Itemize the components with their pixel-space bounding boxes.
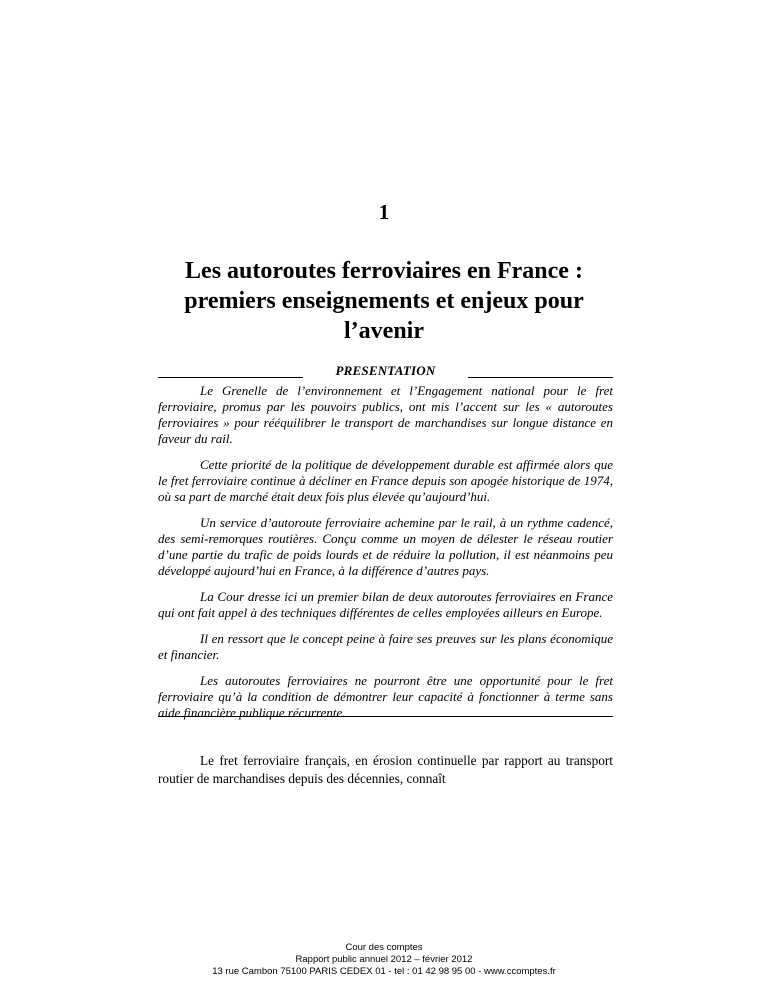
presentation-header <box>158 363 613 378</box>
footer-line-2: Rapport public annuel 2012 – février 2012 <box>295 954 473 965</box>
presentation-box <box>158 383 613 721</box>
presentation-rule-right <box>468 377 613 378</box>
footer-line-1: Cour des comptes <box>345 942 423 953</box>
presentation-rule-left <box>158 377 303 378</box>
page-footer <box>0 942 768 978</box>
presentation-bottom-rule <box>158 716 613 717</box>
chapter-title <box>0 256 768 346</box>
chapter-title-line-2: premiers enseignements et enjeux pour <box>184 288 584 314</box>
presentation-heading: PRESENTATION <box>335 363 436 378</box>
body-paragraph: Le fret ferroviaire français, en érosion continuelle par rapport au transport routier de marchandises depuis des décennies, connaît <box>158 753 613 786</box>
presentation-paragraph-4: La Cour dresse ici un premier bilan de deux autoroutes ferroviaires en France qui ont fait appel à des techniques différentes de celles employées ailleurs en Europe. <box>158 589 613 620</box>
presentation-paragraph-5: Il en ressort que le concept peine à faire ses preuves sur les plans économique et financier. <box>158 631 613 662</box>
presentation-paragraph-3: Un service d’autoroute ferroviaire achemine par le rail, à un rythme cadencé, des semi-remorques routières. Conçu comme un moyen de délester le réseau routier d’une partie du trafic de poids lourds et de réduire la pollution, il est néanmoins peu développé aujourd’hui en France, à la différence d’autres pays. <box>158 515 613 578</box>
footer-line-3: 13 rue Cambon 75100 PARIS CEDEX 01 - tel : 01 42 98 95 00 - www.ccomptes.fr <box>212 966 556 977</box>
presentation-paragraph-2: Cette priorité de la politique de développement durable est affirmée alors que le fret ferroviaire continue à décliner en France depuis son apogée historique de 1974, où sa part de marché était deux fois plus élevée qu’aujourd’hui. <box>158 457 613 504</box>
chapter-title-line-1: Les autoroutes ferroviaires en France : <box>185 258 583 284</box>
chapter-title-line-3: l’avenir <box>344 318 424 344</box>
chapter-number: 1 <box>378 200 390 224</box>
presentation-paragraph-6: Les autoroutes ferroviaires ne pourront être une opportunité pour le fret ferroviaire qu’à la condition de démontrer leur capacité à fonctionner à terme sans aide financière publique récurrente. <box>158 673 613 720</box>
presentation-paragraph-1: Le Grenelle de l’environnement et l’Engagement national pour le fret ferroviaire, promus par les pouvoirs publics, ont mis l’accent sur les « autoroutes ferroviaires » pour rééquilibrer le transport de marchandises sur longue distance en faveur du rail. <box>158 383 613 446</box>
